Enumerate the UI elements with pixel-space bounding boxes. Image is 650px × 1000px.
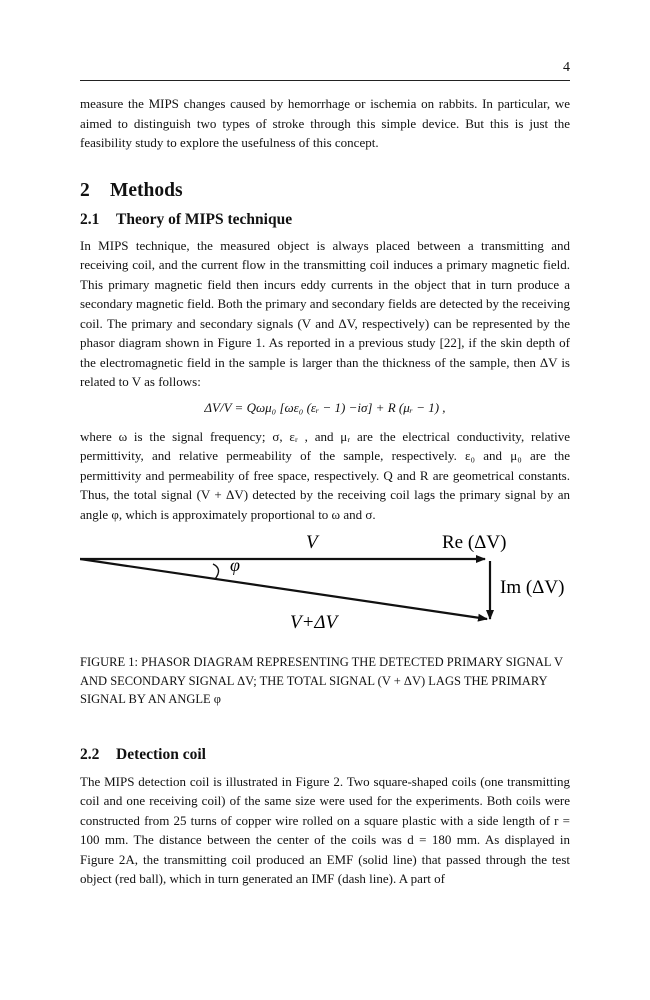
theory-paragraph: In MIPS technique, the measured object is always placed between a transmitting and receiving coil, and the current flow in the transmitting coil induces a primary magnetic field. This primary magnetic field then incurs eddy currents in the object that in turn produce a secondary magnetic field. Both the primary and secondary fields are detected by the receiving coil. The primary and secondary signals (V and ΔV, respectively) can be represented by the phasor diagram shown in Figure 1. As reported in a previous study [22], if the skin depth of the electromagnetic field in the sample is larger than the thickness of the sample, then ΔV is related to V as follows: (80, 237, 570, 389)
label-phi: φ (230, 555, 240, 575)
subsection-number: 2.2 (80, 745, 100, 763)
total-signal-arrow (80, 559, 487, 619)
page-number: 4 (563, 60, 570, 75)
subsection-title: Detection coil (116, 745, 206, 763)
coil-paragraph: The MIPS detection coil is illustrated in Figure 2. Two square-shaped coils (one transmitting coil and one receiving coil) of the same size were used for the experiments. Both coils were constructed from 25 turns of copper wire rolled on a square plastic with a side length of r = 100 mm. The distance between the center of the coils was d = 180 mm. As displayed in Figure 2A, the transmitting coil produced an EMF (solid line) that passed through the test object (red ball), which in turn generated an IMF (dash line). A part of (80, 773, 570, 886)
label-im-delta-v: Im (ΔV) (500, 577, 565, 598)
subsection-heading-theory (80, 211, 570, 229)
section-title: Methods (110, 179, 183, 201)
phasor-diagram (80, 533, 570, 643)
subsection-number: 2.1 (80, 210, 100, 228)
label-v: V (306, 533, 318, 553)
header-rule (80, 80, 570, 81)
figure-1-caption: FIGURE 1: PHASOR DIAGRAM REPRESENTING THE DETECTED PRIMARY SIGNAL V AND SECONDARY SIGNAL ΔV; THE TOTAL SIGNAL (V + ΔV) LAGS THE PRIMARY SIGNAL BY AN ANGLE φ (80, 655, 563, 706)
section-number: 2 (80, 179, 90, 201)
page-content (80, 94, 570, 889)
equation: ΔV/V = Qωμ₀ [ωε₀ (εᵣ − 1) −iσ] + R (μᵣ − 1) , (204, 399, 446, 415)
intro-paragraph: measure the MIPS changes caused by hemorrhage or ischemia on rabbits. In particular, we aimed to distinguish two types of stroke through this simple device. But this is just the feasibility study to explore the usefulness of this concept. (80, 96, 570, 150)
subsection-heading-detection-coil (80, 746, 570, 764)
label-v-plus-delta-v: V+ΔV (290, 612, 338, 633)
section-heading-methods (80, 180, 570, 202)
subsection-title: Theory of MIPS technique (116, 210, 293, 228)
where-paragraph: where ω is the signal frequency; σ, εᵣ , and μᵣ are the electrical conductivity, relative permittivity, and relative permeability of the sample, respectively. ε₀ and μ₀ are the permittivity and permeability of free space, respectively. Q and R are geometrical constants. Thus, the total signal (V + ΔV) detected by the receiving coil lags the primary signal by an angle φ, which is approximately proportional to ω and σ. (80, 428, 570, 522)
angle-arc (213, 564, 219, 579)
label-re-delta-v: Re (ΔV) (442, 533, 507, 553)
